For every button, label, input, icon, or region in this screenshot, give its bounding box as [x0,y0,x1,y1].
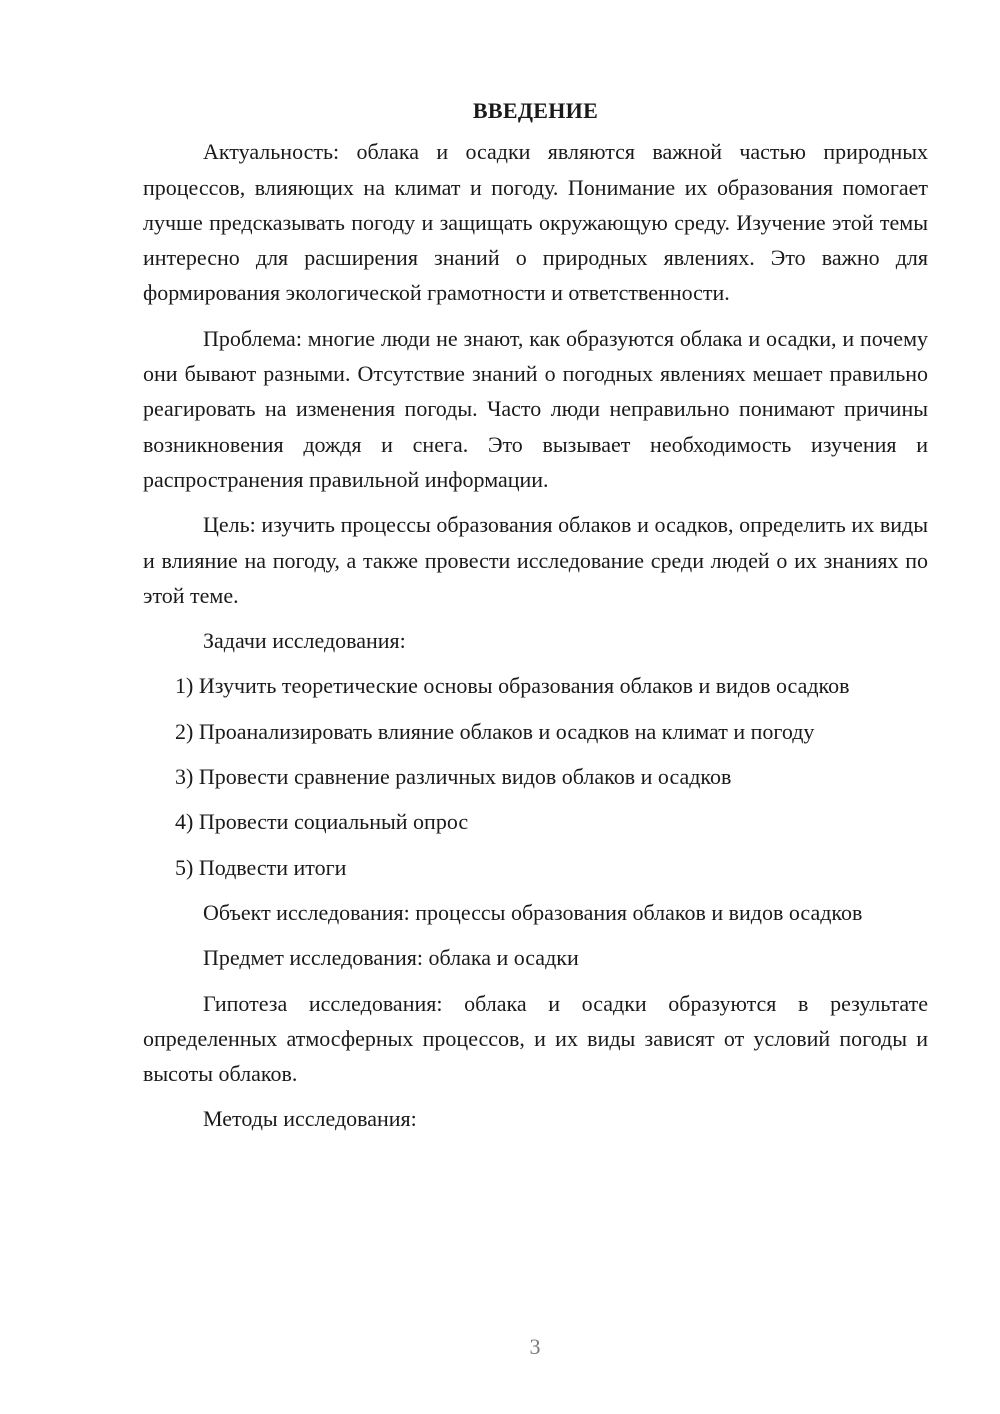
task-item-2: 2) Проанализировать влияние облаков и осадков на климат и погоду [175,718,815,744]
task-item-5: 5) Подвести итоги [175,854,347,880]
methods-heading: Методы исследования: [203,1106,417,1132]
problem-paragraph: Проблема: многие люди не знают, как образуются облака и осадки, и почему они бывают разными. Отсутствие знаний о погодных явлениях мешает правильно реагировать на изменения погоды. Часто люди неправильно понимают причины возникновения дождя и снега. Это вызывает необходимость изучения и распространения правильной информации. [143,325,928,492]
task-item-1: 1) Изучить теоретические основы образования облаков и видов осадков [175,673,850,699]
object-paragraph: Объект исследования: процессы образования облаков и видов осадков [203,899,863,925]
page-title: ВВЕДЕНИЕ [472,98,599,123]
page-number: 3 [529,1334,541,1359]
subject-paragraph: Предмет исследования: облака и осадки [203,945,579,971]
task-item-3: 3) Провести сравнение различных видов облаков и осадков [175,764,732,790]
page-content [143,93,928,1147]
tasks-heading: Задачи исследования: [203,628,406,654]
relevance-paragraph: Актуальность: облака и осадки являются важной частью природных процессов, влияющих на климат и погоду. Понимание их образования помогает лучше предсказывать погоду и защищать окружающую среду. Изучение этой темы интересно для расширения знаний о природных явлениях. Это важно для формирования экологической грамотности и ответственности. [143,139,928,306]
task-item-4: 4) Провести социальный опрос [175,809,469,835]
goal-paragraph: Цель: изучить процессы образования облаков и осадков, определить их виды и влияние на погоду, а также провести исследование среди людей о их знаниях по этой теме. [143,512,928,608]
hypothesis-paragraph: Гипотеза исследования: облака и осадки образуются в результате определенных атмосферных процессов, и их виды зависят от условий погоды и высоты облаков. [143,990,928,1087]
